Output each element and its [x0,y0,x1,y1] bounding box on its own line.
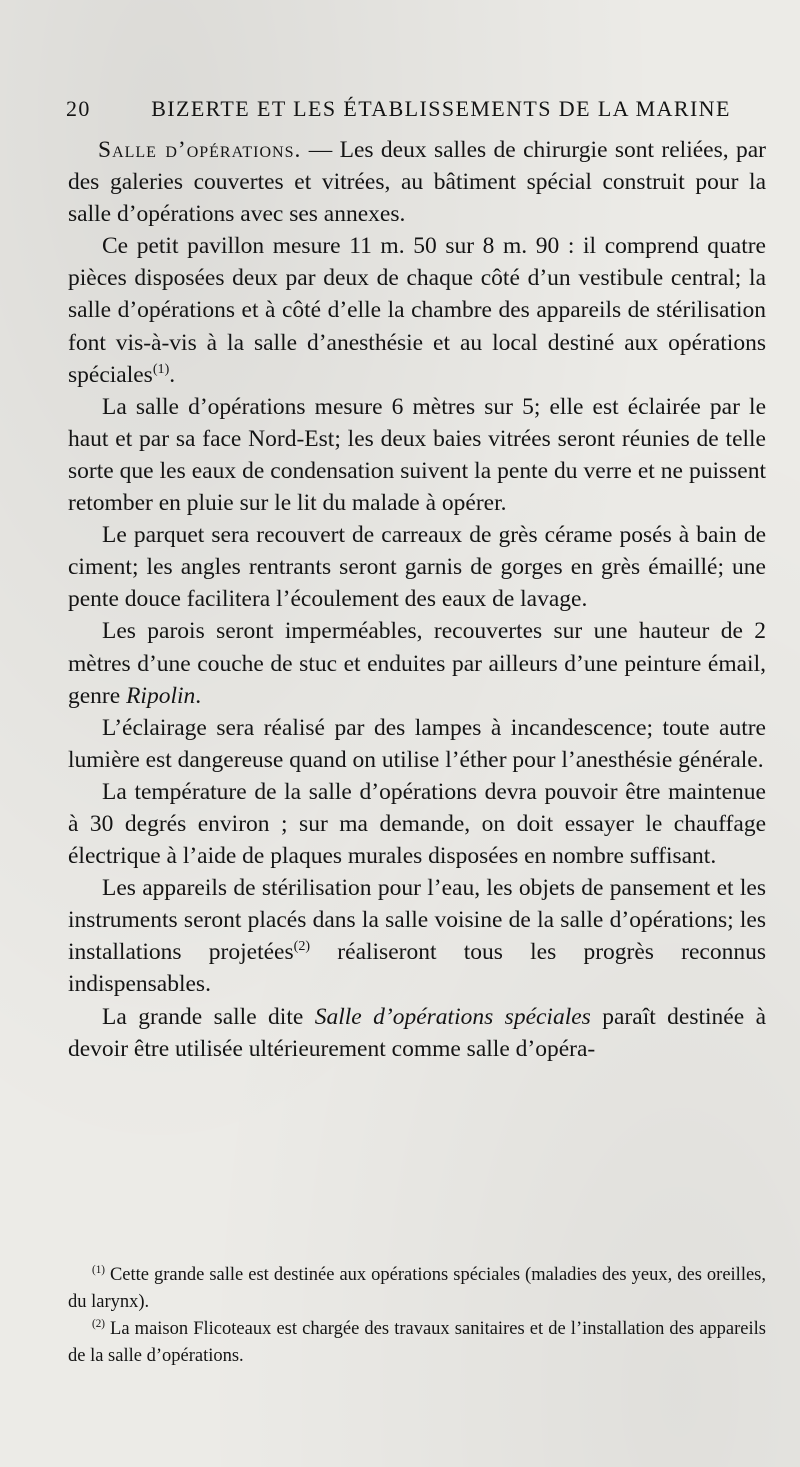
paragraph-4: Le parquet sera recouvert de carreaux de grès cérame posés à bain de ciment; les angles rentrants seront garnis de gorges en grès émaillé; une pente douce facilitera l’écoulement des eaux de lavage. [68,522,766,613]
paragraph-3: La salle d’opérations mesure 6 mètres sur 5; elle est éclairée par le haut et par sa face Nord-Est; les deux baies vitrées seront réunies de telle sorte que les eaux de condensation suivent la pente du verre et ne puissent retomber en pluie sur le lit du malade à opérer. [68,393,766,517]
running-header [66,96,764,122]
footnote-1-text: Cette grande salle est destinée aux opérations spéciales (maladies des yeux, des oreilles, du larynx). [68,1265,766,1312]
paragraph-2 [68,230,766,390]
paragraph-1 [68,134,766,230]
paragraph-5-text: Les parois seront imperméables, recouvertes sur une hauteur de 2 mètres d’une couche de stuc et enduites par ailleurs d’une peinture émail, genre [68,618,766,709]
paragraph-9-end: paraît destinée à devoir être utilisée ultérieurement comme salle d’opéra- [68,1003,767,1062]
footnote-1-mark: (1) [92,1263,105,1276]
paragraph-5-end: . [195,682,202,709]
paragraph-6: L’éclairage sera réalisé par des lampes à incandescence; toute autre lumière est dangereuse quand on utilise l’éther pour l’anesthésie générale. [68,714,766,773]
paragraph-9 [68,1001,766,1065]
footnote-2-mark: (2) [92,1317,105,1330]
paragraph-7: La température de la salle d’opérations devra pouvoir être maintenue à 30 degrés environ ; sur ma demande, on doit essayer le chauffage électrique à l’aide de plaques murales disposées en nombre suffisant. [68,778,766,870]
paragraph-5 [68,615,766,711]
salle-operations-speciales-italic: Salle d’opérations spéciales [314,1003,591,1030]
paragraph-8 [68,872,766,1000]
page-body [68,134,766,1065]
page-number: 20 [66,96,91,121]
paragraph-8-end: réaliseront tous les progrès reconnus indispensables. [68,939,766,998]
paragraph-2-text: Ce petit pavillon mesure 11 m. 50 sur 8 m. 90 : il comprend quatre pièces disposées deux par deux de chaque côté d’un vestibule central; la salle d’opérations et à côté d’elle la chambre des appareils de stérilisation font vis-à-vis à la salle d’anesthésie et au local destiné aux opérations spéciales [68,233,766,388]
section-heading: Salle d’opérations. [98,137,302,163]
footnote-ref-2: (2) [293,938,311,955]
footnote-1 [68,1262,766,1316]
paragraph-9-start: La grande salle dite [102,1003,315,1030]
footnote-2 [68,1316,766,1370]
paragraph-2-end: . [169,361,176,388]
paragraph-8-text: Les appareils de stérilisation pour l’eau, les objets de pansement et les instruments seront placés dans la salle voisine de la salle d’opérations; les installations projetées [68,875,766,966]
running-title: BIZERTE ET LES ÉTABLISSEMENTS DE LA MARINE [151,96,731,121]
footnotes [68,1262,766,1370]
paragraph-1-text: — Les deux salles de chirurgie sont reliées, par des galeries couvertes et vitrées, au bâtiment spécial construit pour la salle d’opérations avec ses annexes. [68,137,766,228]
ripolin-italic: Ripolin [126,682,196,709]
footnote-ref-1: (1) [152,360,170,377]
footnote-2-text: La maison Flicoteaux est chargée des travaux sanitaires et de l’installation des appareils de la salle d’opérations. [68,1319,766,1366]
